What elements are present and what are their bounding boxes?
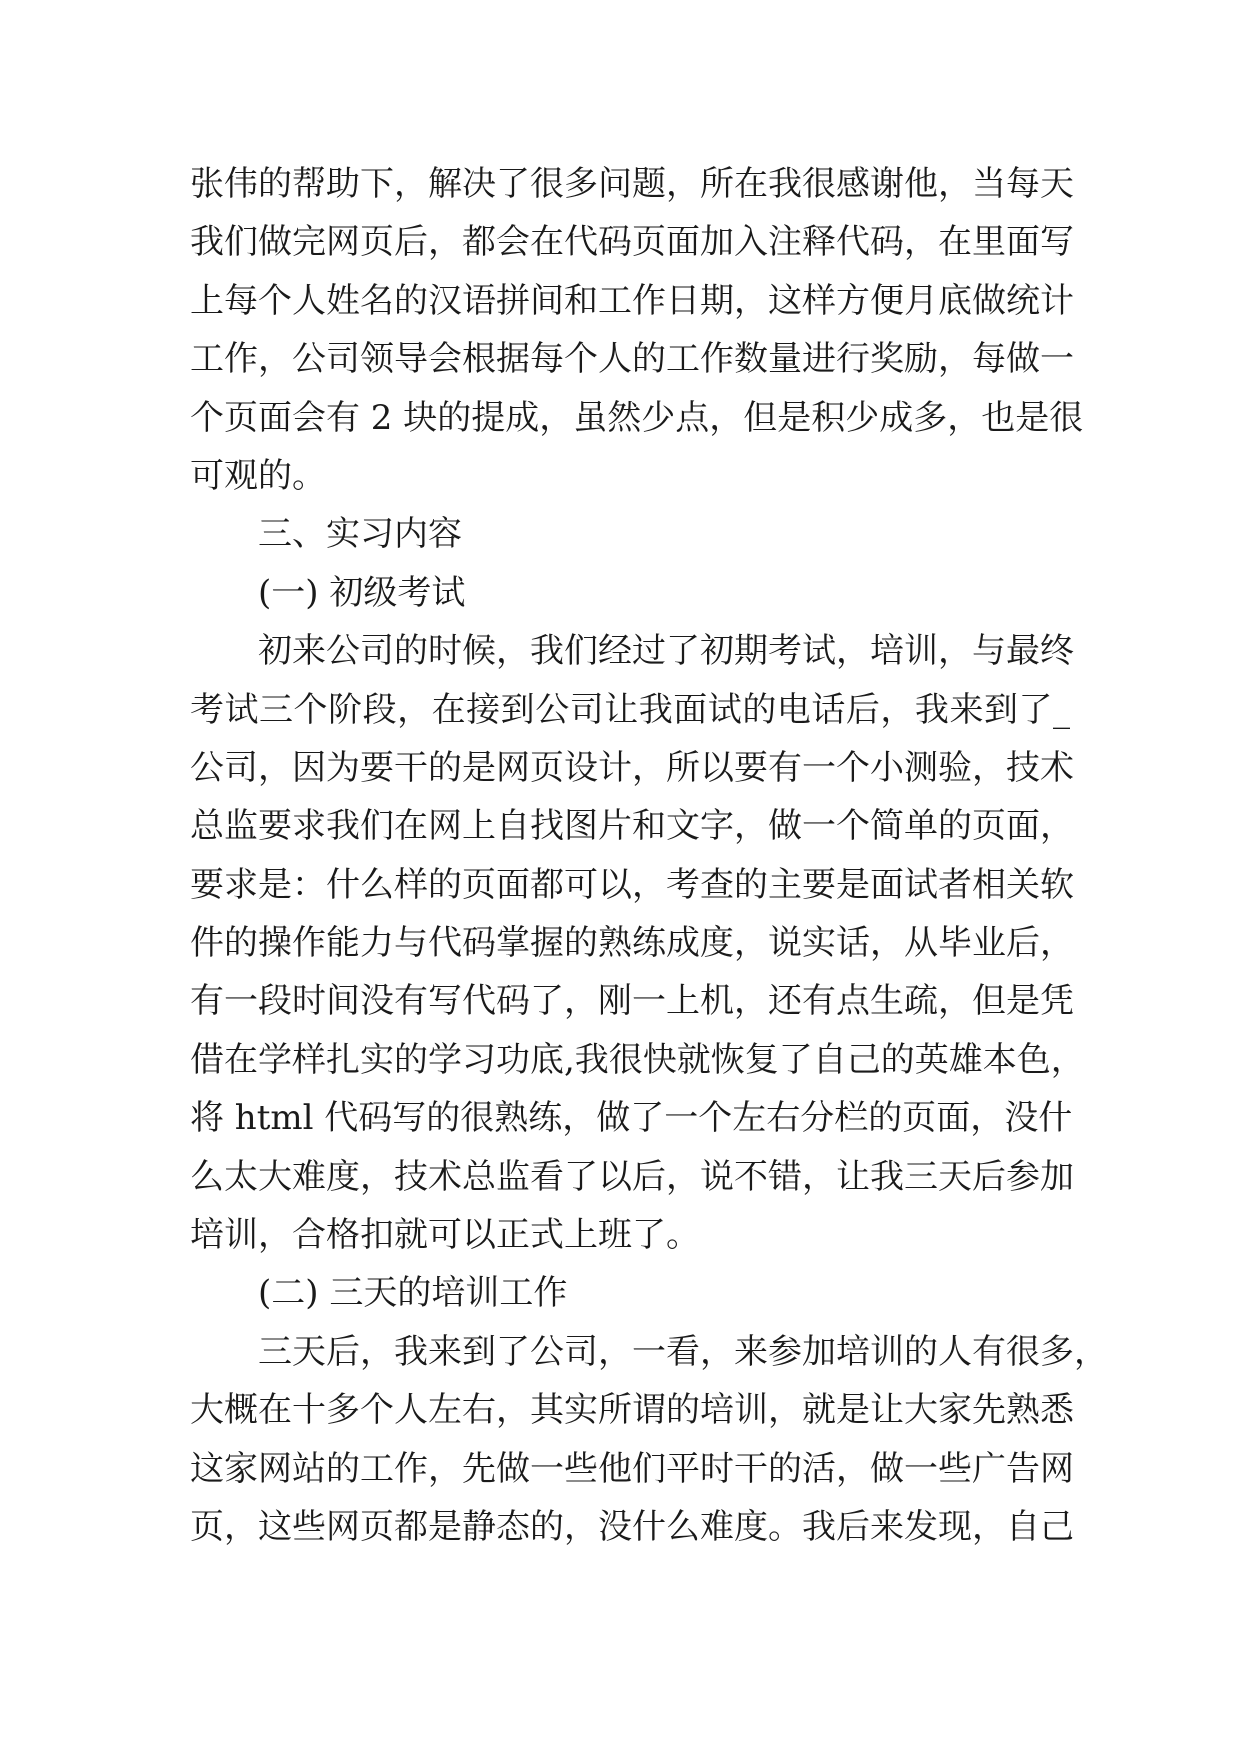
text-line: 个页面会有 2 块的提成，虽然少点，但是积少成多，也是很 xyxy=(190,397,1084,438)
text-line: 有一段时间没有写代码了，刚一上机，还有点生疏，但是凭 xyxy=(190,981,1074,1022)
text-line: 张伟的帮助下，解决了很多问题，所在我很感谢他，当每天 xyxy=(190,164,1074,204)
text-line: 公司，因为要干的是网页设计，所以要有一个小测验，技术 xyxy=(190,747,1074,788)
text-line: 初来公司的时候，我们经过了初期考试，培训，与最终 xyxy=(258,631,1074,672)
text-line: 总监要求我们在网上自找图片和文字，做一个简单的页面， xyxy=(190,806,1074,847)
text-line: 培训，合格扣就可以正式上班了。 xyxy=(190,1215,700,1256)
text-line: 借在学样扎实的学习功底,我很快就恢复了自己的英雄本色， xyxy=(190,1039,1085,1080)
text-line: 件的操作能力与代码掌握的熟练成度，说实话，从毕业后， xyxy=(190,923,1074,964)
subsection-heading: (二) 三天的培训工作 xyxy=(258,1273,568,1314)
text-line: 考试三个阶段，在接到公司让我面试的电话后，我来到了_ xyxy=(190,689,1070,730)
text-line: 工作，公司领导会根据每个人的工作数量进行奖励，每做一 xyxy=(190,339,1074,380)
text-line: 可观的。 xyxy=(190,455,326,496)
text-line: 将 html 代码写的很熟练，做了一个左右分栏的页面，没什 xyxy=(190,1098,1073,1139)
text-line: 三天后，我来到了公司，一看，来参加培训的人有很多， xyxy=(258,1331,1108,1372)
text-line: 上每个人姓名的汉语拼间和工作日期，这样方便月底做统计 xyxy=(190,280,1074,321)
text-line: 要求是：什么样的页面都可以，考查的主要是面试者相关软 xyxy=(190,864,1074,905)
document-body xyxy=(190,155,1108,1556)
text-line: 我们做完网页后，都会在代码页面加入注释代码，在里面写 xyxy=(190,222,1074,263)
section-heading: 三、实习内容 xyxy=(258,514,462,555)
text-line: 这家网站的工作，先做一些他们平时干的活，做一些广告网 xyxy=(190,1448,1074,1489)
text-line: 页，这些网页都是静态的，没什么难度。我后来发现，自己 xyxy=(190,1506,1074,1547)
subsection-heading: (一) 初级考试 xyxy=(258,572,466,613)
text-line: 大概在十多个人左右，其实所谓的培训，就是让大家先熟悉 xyxy=(190,1390,1074,1431)
text-line: 么太大难度，技术总监看了以后，说不错，让我三天后参加 xyxy=(190,1156,1074,1197)
